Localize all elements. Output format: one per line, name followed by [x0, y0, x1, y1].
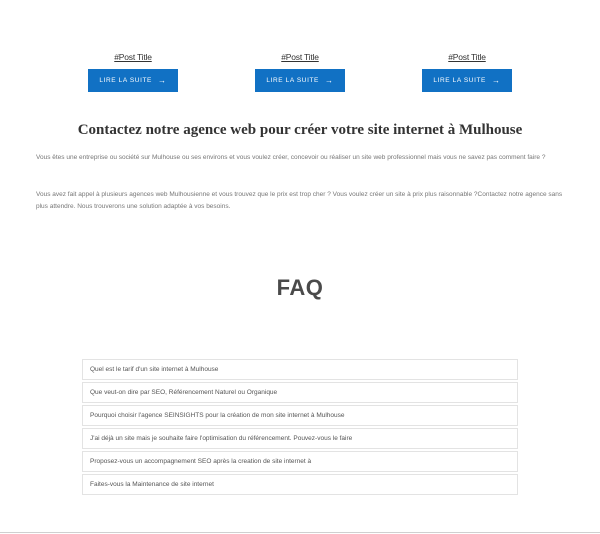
post-title[interactable]: #Post Title [448, 52, 486, 62]
faq-item[interactable]: Proposez-vous un accompagnement SEO après la creation de site internet à [82, 451, 518, 472]
faq-item[interactable]: Quel est le tarif d'un site internet à Mulhouse [82, 359, 518, 380]
contact-paragraph-2: Vous avez fait appel à plusieurs agences web Mulhousienne et vous trouvez que le prix est trop cher ? Vous voulez créer un site à prix plus raisonnable ?Contactez notre agence sans plus attendre. Nous trouverons une solution adaptée à vos besoins. [36, 191, 563, 210]
arrow-right-icon: → [158, 75, 167, 85]
post-title[interactable]: #Post Title [114, 52, 152, 62]
post-card [422, 52, 512, 92]
contact-paragraph-1: Vous êtes une entreprise ou société sur Mulhouse ou ses environs et vous voulez créer, concevoir ou réaliser un site web professionnel mais vous ne savez pas comment faire ? [36, 154, 546, 161]
arrow-right-icon: → [325, 75, 334, 85]
post-card [88, 52, 178, 92]
faq-item[interactable]: Que veut-on dire par SEO, Référencement Naturel ou Organique [82, 382, 518, 403]
read-more-button[interactable] [255, 69, 345, 92]
post-title[interactable]: #Post Title [281, 52, 319, 62]
faq-item[interactable]: J'ai déjà un site mais je souhaite faire l'optimisation du référencement. Pouvez-vous le faire [82, 428, 518, 449]
read-more-button[interactable] [422, 69, 512, 92]
read-more-label: LIRE LA SUITE [266, 77, 319, 84]
read-more-label: LIRE LA SUITE [99, 77, 152, 84]
footer-divider [0, 532, 600, 533]
read-more-label: LIRE LA SUITE [433, 77, 486, 84]
arrow-right-icon: → [492, 75, 501, 85]
faq-item[interactable]: Faites-vous la Maintenance de site internet [82, 474, 518, 495]
faq-item[interactable]: Pourquoi choisir l'agence SEINSIGHTS pour la création de mon site internet à Mulhouse [82, 405, 518, 426]
post-grid [0, 52, 600, 102]
contact-heading: Contactez notre agence web pour créer votre site internet à Mulhouse [77, 122, 523, 138]
read-more-button[interactable] [88, 69, 178, 92]
post-card [255, 52, 345, 92]
faq-heading: FAQ [276, 275, 324, 300]
faq-accordion [82, 359, 518, 497]
